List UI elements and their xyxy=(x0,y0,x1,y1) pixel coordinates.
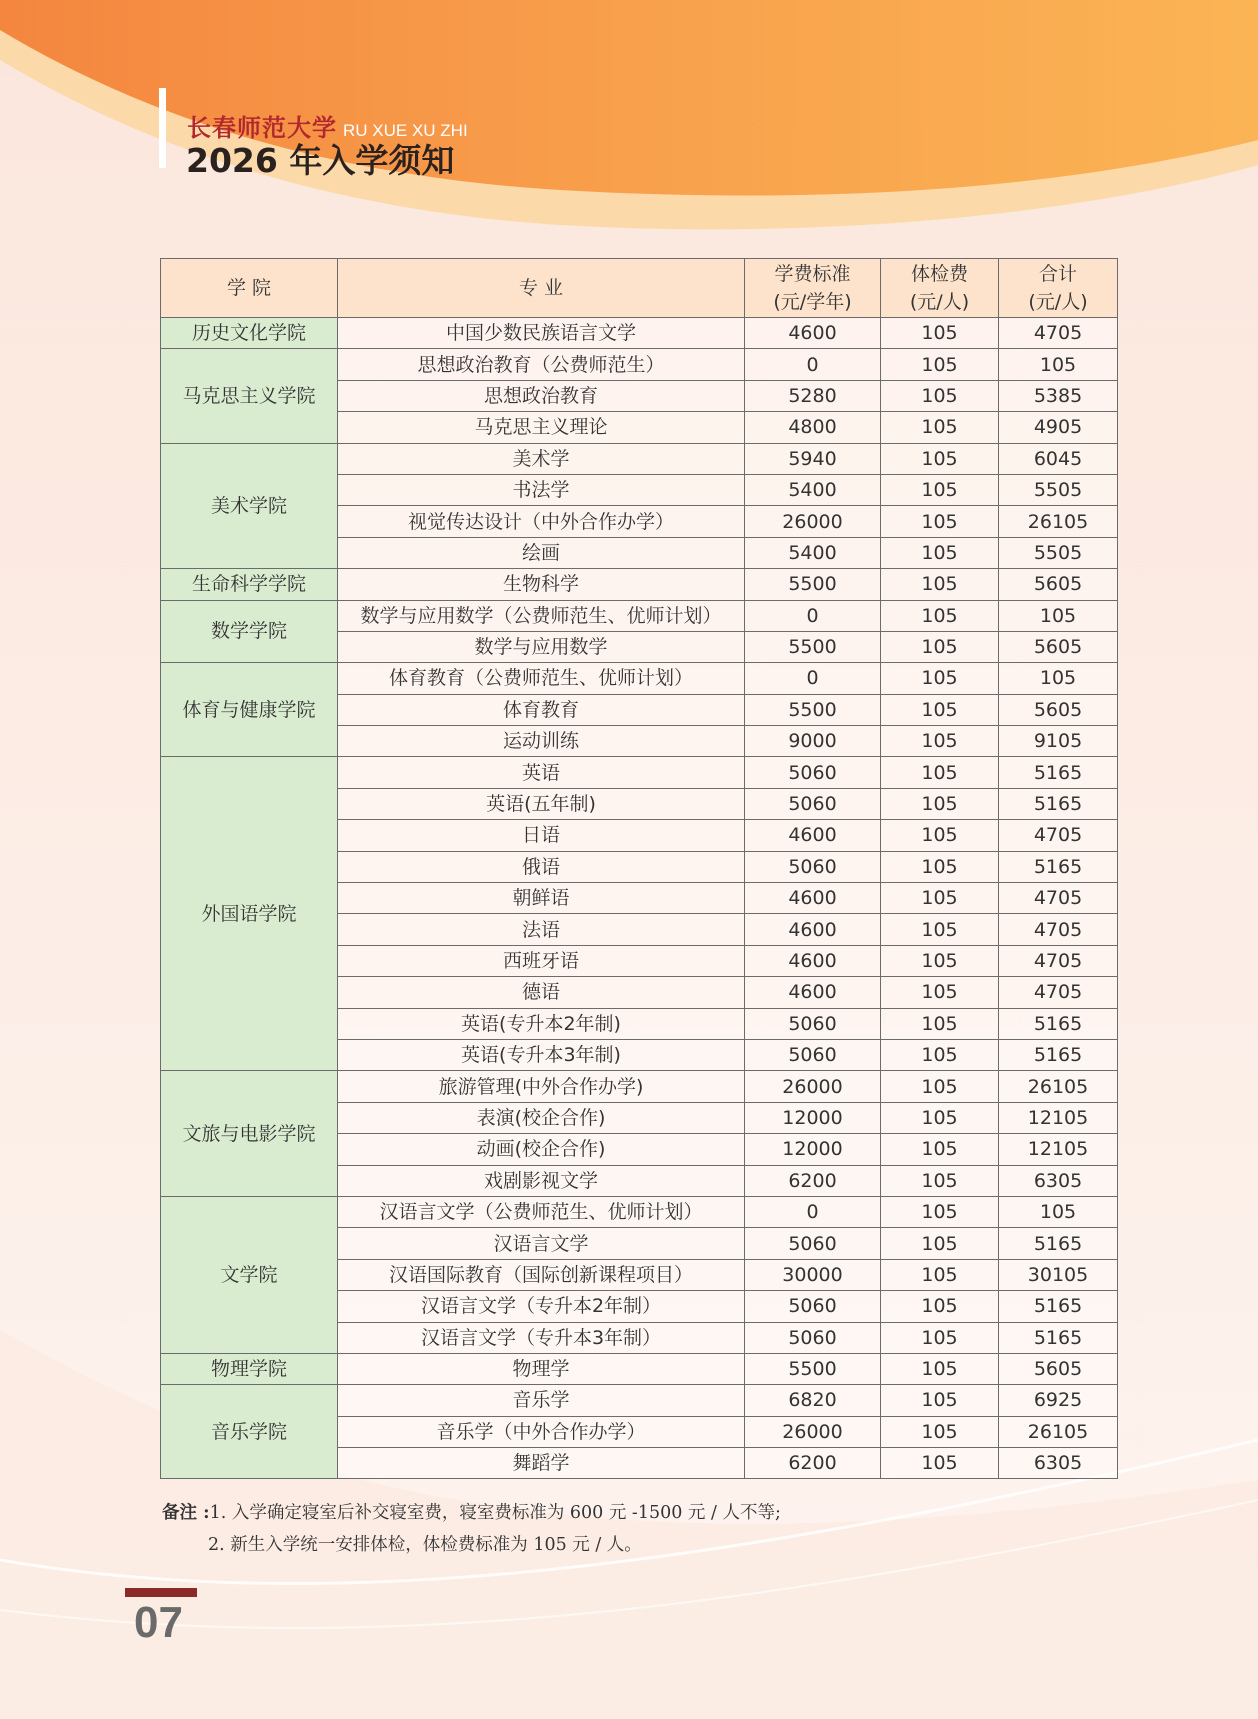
total-cell: 5165 xyxy=(999,1291,1118,1322)
exam-fee-cell: 105 xyxy=(881,1291,999,1322)
table-row xyxy=(161,569,1118,600)
total-cell: 5165 xyxy=(999,788,1118,819)
total-cell: 6925 xyxy=(999,1385,1118,1416)
table-row xyxy=(161,757,1118,788)
page-number-rule xyxy=(125,1588,197,1597)
total-cell: 5505 xyxy=(999,537,1118,568)
major-cell: 表演(校企合作) xyxy=(338,1102,745,1133)
total-cell: 105 xyxy=(999,1196,1118,1227)
tuition-cell: 5940 xyxy=(745,443,881,474)
header-college: 学 院 xyxy=(161,259,338,318)
tuition-cell: 0 xyxy=(745,349,881,380)
major-cell: 西班牙语 xyxy=(338,945,745,976)
major-cell: 戏剧影视文学 xyxy=(338,1165,745,1196)
tuition-cell: 0 xyxy=(745,1196,881,1227)
major-cell: 汉语言文学（专升本2年制） xyxy=(338,1291,745,1322)
total-cell: 5605 xyxy=(999,631,1118,662)
college-cell: 马克思主义学院 xyxy=(161,349,338,443)
header-major: 专 业 xyxy=(338,259,745,318)
college-cell: 数学学院 xyxy=(161,600,338,663)
tuition-cell: 0 xyxy=(745,663,881,694)
header-exam xyxy=(881,259,999,318)
brand xyxy=(187,108,468,142)
tuition-cell: 26000 xyxy=(745,1416,881,1447)
note-line-1 xyxy=(162,1497,1122,1529)
exam-fee-cell: 105 xyxy=(881,788,999,819)
university-name: 长春师范大学 xyxy=(187,114,337,142)
exam-fee-cell: 105 xyxy=(881,600,999,631)
tuition-cell: 6200 xyxy=(745,1448,881,1479)
exam-fee-cell: 105 xyxy=(881,1165,999,1196)
table-row xyxy=(161,443,1118,474)
total-cell: 26105 xyxy=(999,506,1118,537)
total-cell: 4905 xyxy=(999,412,1118,443)
tuition-cell: 5060 xyxy=(745,1322,881,1353)
exam-fee-cell: 105 xyxy=(881,537,999,568)
exam-fee-cell: 105 xyxy=(881,1196,999,1227)
total-cell: 5605 xyxy=(999,694,1118,725)
exam-fee-cell: 105 xyxy=(881,1259,999,1290)
table-body xyxy=(161,318,1118,1479)
tuition-cell: 5400 xyxy=(745,474,881,505)
exam-fee-cell: 105 xyxy=(881,349,999,380)
table-row xyxy=(161,1385,1118,1416)
exam-fee-cell: 105 xyxy=(881,726,999,757)
major-cell: 俄语 xyxy=(338,851,745,882)
major-cell: 数学与应用数学 xyxy=(338,631,745,662)
exam-fee-cell: 105 xyxy=(881,1353,999,1384)
total-cell: 4705 xyxy=(999,820,1118,851)
major-cell: 日语 xyxy=(338,820,745,851)
tuition-cell: 6200 xyxy=(745,1165,881,1196)
major-cell: 音乐学 xyxy=(338,1385,745,1416)
college-cell: 文学院 xyxy=(161,1196,338,1353)
header-tuition xyxy=(745,259,881,318)
total-cell: 4705 xyxy=(999,914,1118,945)
note-label: 备注 : xyxy=(162,1503,210,1523)
exam-fee-cell: 105 xyxy=(881,569,999,600)
major-cell: 法语 xyxy=(338,914,745,945)
major-cell: 生物科学 xyxy=(338,569,745,600)
notes xyxy=(162,1497,1122,1561)
exam-fee-cell: 105 xyxy=(881,1385,999,1416)
tuition-cell: 5500 xyxy=(745,694,881,725)
major-cell: 思想政治教育（公费师范生） xyxy=(338,349,745,380)
total-cell: 26105 xyxy=(999,1071,1118,1102)
exam-fee-cell: 105 xyxy=(881,1448,999,1479)
exam-fee-cell: 105 xyxy=(881,1102,999,1133)
major-cell: 物理学 xyxy=(338,1353,745,1384)
total-cell: 5605 xyxy=(999,569,1118,600)
table-row xyxy=(161,1071,1118,1102)
major-cell: 书法学 xyxy=(338,474,745,505)
exam-fee-cell: 105 xyxy=(881,1416,999,1447)
table-row xyxy=(161,600,1118,631)
total-cell: 4705 xyxy=(999,945,1118,976)
major-cell: 汉语国际教育（国际创新课程项目） xyxy=(338,1259,745,1290)
total-cell: 5165 xyxy=(999,1008,1118,1039)
major-cell: 旅游管理(中外合作办学) xyxy=(338,1071,745,1102)
exam-fee-cell: 105 xyxy=(881,1071,999,1102)
total-cell: 5165 xyxy=(999,851,1118,882)
college-cell: 美术学院 xyxy=(161,443,338,569)
page-title: 2026 年入学须知 xyxy=(186,141,455,180)
tuition-cell: 4600 xyxy=(745,318,881,349)
college-cell: 音乐学院 xyxy=(161,1385,338,1479)
exam-fee-cell: 105 xyxy=(881,663,999,694)
tuition-cell: 4600 xyxy=(745,883,881,914)
exam-fee-cell: 105 xyxy=(881,474,999,505)
total-cell: 6305 xyxy=(999,1448,1118,1479)
major-cell: 体育教育（公费师范生、优师计划） xyxy=(338,663,745,694)
college-cell: 历史文化学院 xyxy=(161,318,338,349)
exam-fee-cell: 105 xyxy=(881,380,999,411)
exam-fee-cell: 105 xyxy=(881,851,999,882)
tuition-cell: 26000 xyxy=(745,1071,881,1102)
tuition-cell: 12000 xyxy=(745,1134,881,1165)
major-cell: 视觉传达设计（中外合作办学） xyxy=(338,506,745,537)
college-cell: 生命科学学院 xyxy=(161,569,338,600)
college-cell: 体育与健康学院 xyxy=(161,663,338,757)
major-cell: 运动训练 xyxy=(338,726,745,757)
tuition-cell: 30000 xyxy=(745,1259,881,1290)
tuition-cell: 5060 xyxy=(745,788,881,819)
header-total-line2: (元/人) xyxy=(1028,291,1088,313)
tuition-cell: 4600 xyxy=(745,820,881,851)
table-header-row xyxy=(161,259,1118,318)
total-cell: 4705 xyxy=(999,977,1118,1008)
major-cell: 汉语言文学（公费师范生、优师计划） xyxy=(338,1196,745,1227)
tuition-cell: 5280 xyxy=(745,380,881,411)
table-row xyxy=(161,663,1118,694)
major-cell: 美术学 xyxy=(338,443,745,474)
total-cell: 105 xyxy=(999,600,1118,631)
total-cell: 5605 xyxy=(999,1353,1118,1384)
major-cell: 德语 xyxy=(338,977,745,1008)
header-tuition-line1: 学费标准 xyxy=(774,263,851,285)
tuition-cell: 5500 xyxy=(745,631,881,662)
fee-table xyxy=(160,258,1118,1479)
total-cell: 105 xyxy=(999,349,1118,380)
total-cell: 4705 xyxy=(999,318,1118,349)
major-cell: 思想政治教育 xyxy=(338,380,745,411)
total-cell: 105 xyxy=(999,663,1118,694)
tuition-cell: 5060 xyxy=(745,757,881,788)
total-cell: 5165 xyxy=(999,1039,1118,1070)
exam-fee-cell: 105 xyxy=(881,977,999,1008)
total-cell: 6045 xyxy=(999,443,1118,474)
exam-fee-cell: 105 xyxy=(881,694,999,725)
major-cell: 马克思主义理论 xyxy=(338,412,745,443)
major-cell: 中国少数民族语言文学 xyxy=(338,318,745,349)
page-number: 07 xyxy=(134,1598,183,1647)
total-cell: 5505 xyxy=(999,474,1118,505)
header-exam-line1: 体检费 xyxy=(910,263,968,285)
exam-fee-cell: 105 xyxy=(881,1228,999,1259)
exam-fee-cell: 105 xyxy=(881,631,999,662)
tuition-cell: 5060 xyxy=(745,1291,881,1322)
tuition-cell: 4800 xyxy=(745,412,881,443)
total-cell: 5165 xyxy=(999,1228,1118,1259)
tuition-cell: 5500 xyxy=(745,1353,881,1384)
total-cell: 6305 xyxy=(999,1165,1118,1196)
major-cell: 舞蹈学 xyxy=(338,1448,745,1479)
header-tuition-line2: (元/学年) xyxy=(773,291,852,313)
major-cell: 汉语言文学（专升本3年制） xyxy=(338,1322,745,1353)
tuition-cell: 5060 xyxy=(745,1228,881,1259)
total-cell: 12105 xyxy=(999,1134,1118,1165)
tuition-cell: 5500 xyxy=(745,569,881,600)
tuition-cell: 26000 xyxy=(745,506,881,537)
exam-fee-cell: 105 xyxy=(881,883,999,914)
header-accent-bar xyxy=(159,88,166,168)
exam-fee-cell: 105 xyxy=(881,1039,999,1070)
tuition-cell: 6820 xyxy=(745,1385,881,1416)
major-cell: 英语 xyxy=(338,757,745,788)
tuition-cell: 5060 xyxy=(745,1039,881,1070)
total-cell: 5165 xyxy=(999,1322,1118,1353)
major-cell: 音乐学（中外合作办学） xyxy=(338,1416,745,1447)
total-cell: 12105 xyxy=(999,1102,1118,1133)
tuition-cell: 5400 xyxy=(745,537,881,568)
major-cell: 绘画 xyxy=(338,537,745,568)
header-total xyxy=(999,259,1118,318)
major-cell: 汉语言文学 xyxy=(338,1228,745,1259)
major-cell: 朝鲜语 xyxy=(338,883,745,914)
total-cell: 26105 xyxy=(999,1416,1118,1447)
tuition-cell: 5060 xyxy=(745,1008,881,1039)
table-row xyxy=(161,318,1118,349)
major-cell: 数学与应用数学（公费师范生、优师计划） xyxy=(338,600,745,631)
total-cell: 5165 xyxy=(999,757,1118,788)
table-row xyxy=(161,1196,1118,1227)
header-exam-line2: (元/人) xyxy=(909,291,970,313)
tuition-cell: 12000 xyxy=(745,1102,881,1133)
tuition-cell: 0 xyxy=(745,600,881,631)
tuition-cell: 4600 xyxy=(745,914,881,945)
tuition-cell: 5060 xyxy=(745,851,881,882)
total-cell: 4705 xyxy=(999,883,1118,914)
college-cell: 文旅与电影学院 xyxy=(161,1071,338,1197)
exam-fee-cell: 105 xyxy=(881,757,999,788)
exam-fee-cell: 105 xyxy=(881,1134,999,1165)
header-total-line1: 合计 xyxy=(1038,263,1077,285)
table-row xyxy=(161,349,1118,380)
subtitle-en: RU XUE XU ZHI xyxy=(343,121,468,140)
college-cell: 物理学院 xyxy=(161,1353,338,1384)
total-cell: 30105 xyxy=(999,1259,1118,1290)
major-cell: 体育教育 xyxy=(338,694,745,725)
note-line-2: 2. 新生入学统一安排体检，体检费标准为 105 元 / 人。 xyxy=(208,1535,642,1555)
exam-fee-cell: 105 xyxy=(881,945,999,976)
total-cell: 9105 xyxy=(999,726,1118,757)
tuition-cell: 4600 xyxy=(745,945,881,976)
exam-fee-cell: 105 xyxy=(881,1322,999,1353)
exam-fee-cell: 105 xyxy=(881,506,999,537)
total-cell: 5385 xyxy=(999,380,1118,411)
tuition-cell: 9000 xyxy=(745,726,881,757)
college-cell: 外国语学院 xyxy=(161,757,338,1071)
exam-fee-cell: 105 xyxy=(881,1008,999,1039)
major-cell: 英语(专升本3年制) xyxy=(338,1039,745,1070)
exam-fee-cell: 105 xyxy=(881,318,999,349)
exam-fee-cell: 105 xyxy=(881,914,999,945)
exam-fee-cell: 105 xyxy=(881,820,999,851)
exam-fee-cell: 105 xyxy=(881,443,999,474)
exam-fee-cell: 105 xyxy=(881,412,999,443)
major-cell: 英语(专升本2年制) xyxy=(338,1008,745,1039)
table-row xyxy=(161,1353,1118,1384)
note-text-1: 1. 入学确定寝室后补交寝室费，寝室费标准为 600 元 -1500 元 / 人不等; xyxy=(209,1503,781,1523)
tuition-cell: 4600 xyxy=(745,977,881,1008)
major-cell: 动画(校企合作) xyxy=(338,1134,745,1165)
major-cell: 英语(五年制) xyxy=(338,788,745,819)
